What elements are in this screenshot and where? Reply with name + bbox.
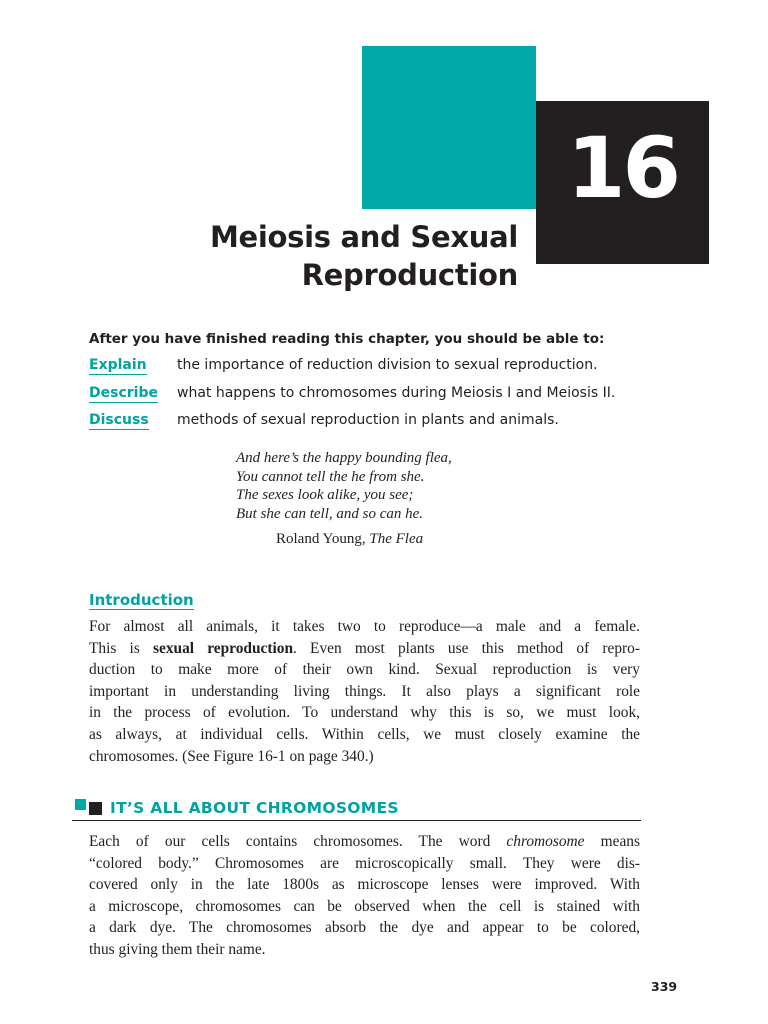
epigraph-work: The Flea xyxy=(369,531,424,547)
paragraph-line: For almost all animals, it takes two to reproduce—a male and a female. xyxy=(89,618,640,635)
chapter-title-line-2: Reproduction xyxy=(301,258,518,292)
introduction-paragraph xyxy=(89,616,640,767)
section-title: IT’S ALL ABOUT CHROMOSOMES xyxy=(110,799,399,817)
page-number: 339 xyxy=(651,979,678,994)
paragraph-line: a dark dye. The chromosomes absorb the dye and appear to be colored, xyxy=(89,919,640,937)
epigraph xyxy=(236,449,452,523)
epigraph-line: You cannot tell the he from she. xyxy=(236,468,425,485)
paragraph-line: chromosomes. (See Figure 16-1 on page 340.) xyxy=(89,747,374,765)
epigraph-line: But she can tell, and so can he. xyxy=(236,505,424,522)
objective-verb-explain: Explain xyxy=(89,357,147,373)
paragraph-line: covered only in the late 1800s as microscope lenses were improved. With xyxy=(89,876,640,894)
paragraph-line: “colored body.” Chromosomes are microscopically small. They were dis- xyxy=(89,854,640,872)
epigraph-author: Roland Young, xyxy=(276,531,366,547)
paragraph-line: important in understanding living things. It also plays a significant role xyxy=(89,682,640,700)
objective-text: what happens to chromosomes during Meiosis I and Meiosis II. xyxy=(177,385,616,401)
paragraph-line: a microscope, chromosomes can be observed when the cell is stained with xyxy=(89,897,640,915)
paragraph-line: as always, at individual cells. Within cells, we must closely examine the xyxy=(89,725,640,743)
paragraph-line: duction to make more of their own kind. Sexual reproduction is very xyxy=(89,661,640,679)
paragraph-line: thus giving them their name. xyxy=(89,940,266,958)
paragraph-line: Each of our cells contains chromosomes. The word chromosome means xyxy=(89,833,640,850)
objective-verb-describe: Describe xyxy=(89,385,158,401)
objective-verb-discuss: Discuss xyxy=(89,412,149,428)
epigraph-line: The sexes look alike, you see; xyxy=(236,487,414,503)
italic-term: chromosome xyxy=(506,833,585,850)
paragraph-line: This is sexual reproduction. Even most plants use this method of repro- xyxy=(89,639,640,657)
key-term: sexual reproduction xyxy=(153,639,294,657)
chapter-title-line-1: Meiosis and Sexual xyxy=(209,220,518,254)
chapter-teal-block xyxy=(362,46,536,209)
paragraph-line: in the process of evolution. To understand why this is so, we must look, xyxy=(89,704,640,722)
objectives-intro: After you have finished reading this chapter, you should be able to: xyxy=(89,331,605,347)
objective-text: the importance of reduction division to sexual reproduction. xyxy=(177,357,598,373)
section-paragraph xyxy=(89,831,640,961)
chapter-number: 16 xyxy=(567,119,678,217)
introduction-heading: Introduction xyxy=(89,591,194,609)
chapter-title xyxy=(150,218,518,294)
objective-text: methods of sexual reproduction in plants and animals. xyxy=(177,412,559,428)
epigraph-line: And here’s the happy bounding flea, xyxy=(236,450,452,466)
section-header xyxy=(72,798,641,821)
section-marker-teal-square xyxy=(75,799,86,810)
epigraph-attribution xyxy=(276,531,423,548)
section-marker-black-square xyxy=(89,802,102,815)
